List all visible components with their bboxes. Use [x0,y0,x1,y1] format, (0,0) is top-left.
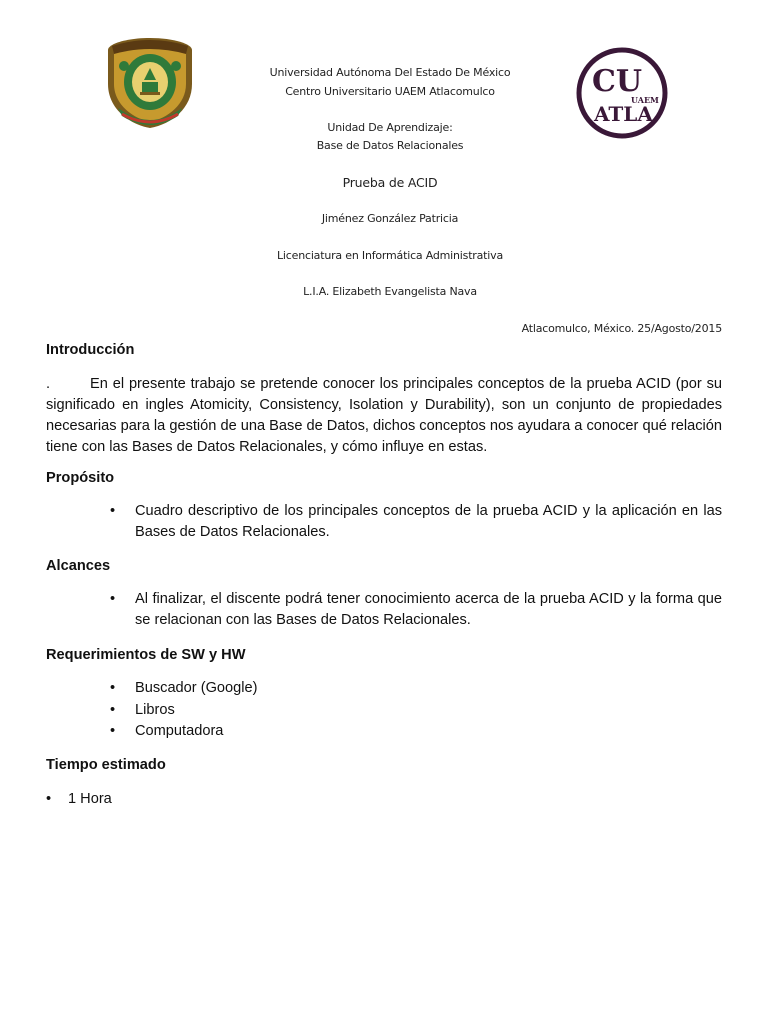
intro-heading: Introducción [46,342,135,358]
requirements-section [46,645,722,739]
requirements-heading: Requerimientos de SW y HW [46,647,246,663]
degree-name: Licenciatura en Informática Administrativa [277,249,503,262]
bullet-icon: • [110,680,116,696]
bullet-icon: • [110,591,116,607]
purpose-list [46,501,722,543]
list-item [46,678,722,700]
uaem-coat-of-arms-logo [104,36,196,130]
logo-atla-text: ATLA [594,102,653,126]
teacher-name: L.I.A. Elizabeth Evangelista Nava [303,285,477,298]
unit-name: Base de Datos Relacionales [316,139,464,152]
logo-cu-text: CU [592,64,643,99]
purpose-section [46,468,722,540]
scope-section [46,556,722,628]
bullet-icon: • [110,701,116,718]
scope-heading: Alcances [46,558,111,574]
requirements-list [46,678,722,743]
intro-paragraph [46,374,722,458]
list-item [46,700,722,722]
intro-lead: . [46,376,51,392]
time-section [46,755,722,807]
bullet-icon: • [46,791,52,807]
unit-label: Unidad De Aprendizaje: [327,121,453,134]
logo-uaem-text: UAEM [631,95,659,105]
list-item [46,721,722,743]
document-date: Atlacomulco, México. 25/Agosto/2015 [521,322,722,335]
purpose-heading: Propósito [46,470,115,486]
list-item [46,501,722,543]
purpose-item-text: Cuadro descriptivo de los principales conceptos de la prueba ACID y la aplicación en las Bases de Datos Relacionales. [135,503,722,540]
scope-item-text: Al finalizar, el discente podrá tener conocimiento acerca de la prueba ACID y la forma que se relacionan con las Bases de Datos Relacionales. [135,591,722,628]
student-name: Jiménez González Patricia [321,212,459,225]
requirement-item-text: Libros [135,701,175,718]
list-item [46,789,722,810]
university-name: Universidad Autónoma Del Estado De México [269,66,511,79]
time-heading: Tiempo estimado [46,757,166,773]
time-item-text: 1 Hora [68,791,112,807]
list-item [46,589,722,631]
bullet-icon: • [110,723,116,739]
bullet-icon: • [110,503,116,519]
requirement-item-text: Buscador (Google) [135,680,258,696]
requirement-item-text: Computadora [135,723,224,739]
intro-text-first: En el presente trabajo se pretende conocer los principales conceptos de la prueba ACID (por [90,376,702,392]
scope-list [46,589,722,631]
intro-section [46,340,722,458]
time-list [46,789,722,810]
intro-text-rest: su significado en ingles Atomicity, Consistency, Isolation y Durability), son un conjunto de propiedades necesarias para la gestión de una Base de Datos, dichos conceptos nos ayudara a conocer qué relación tiene con las Bases de Datos Relacionales, y cómo influye en estas. [46,376,722,455]
center-name: Centro Universitario UAEM Atlacomulco [285,85,495,98]
document-title: Prueba de ACID [342,175,438,190]
